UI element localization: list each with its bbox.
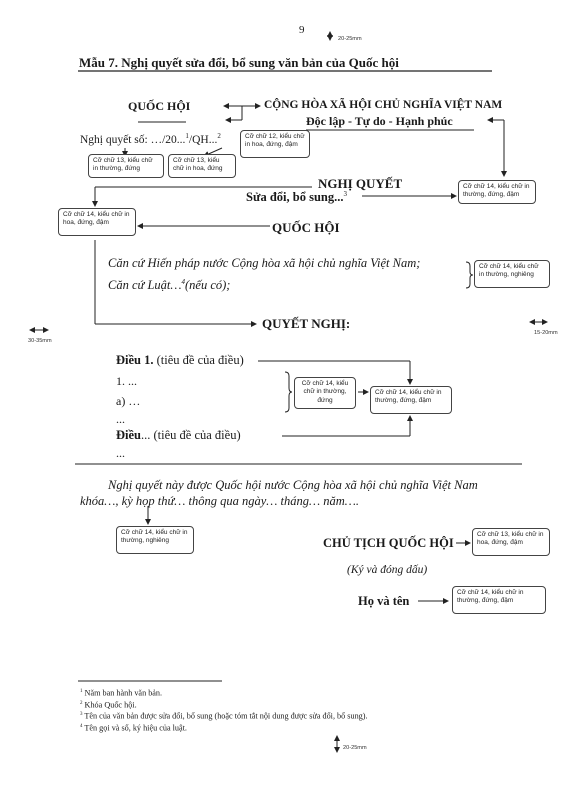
number-prefix: Nghị quyết số: …/20... xyxy=(80,133,186,146)
annotation-number-font: Cỡ chữ 13, kiểu chữ in thường, đứng xyxy=(88,154,164,178)
footnote-item: $^4$ Tên gọi và số, ký hiệu của luật. xyxy=(80,723,187,733)
footnote-item: $^3$ Tên của văn bản được sửa đổi, bổ sung (hoặc tóm tắt nội dung được sửa đổi, bổ sung). xyxy=(80,712,368,722)
doc-subtitle-text: Sửa đổi, bổ sung... xyxy=(246,190,344,205)
national-name: CỘNG HÒA XÃ HỘI CHỦ NGHĨA VIỆT NAM xyxy=(264,99,503,111)
doc-type-name: NGHỊ QUYẾT xyxy=(318,176,403,191)
article-2-title: ... (tiêu đề của điều) xyxy=(141,428,241,442)
article-dots-2: ... xyxy=(116,446,125,460)
annotation-signer-name-font: Cỡ chữ 14, kiểu chữ in thường, đứng, đậm xyxy=(452,586,546,614)
margin-left-label: 30-35mm xyxy=(28,338,52,344)
margin-top-label: 20-25mm xyxy=(338,36,362,42)
basis-line-1: Căn cứ Hiến pháp nước Cộng hòa xã hội chủ nghĩa Việt Nam; xyxy=(108,256,421,270)
annotation-symbol-font: Cỡ chữ 13, kiểu chữ in hoa, đứng xyxy=(168,154,236,178)
annotation-article-title-font: Cỡ chữ 14, kiểu chữ in thường, đứng, đậm xyxy=(370,386,452,414)
annotation-article-items-font: Cỡ chữ 14, kiểu chữ in thường, đứng xyxy=(294,377,356,409)
article-1 xyxy=(116,353,244,368)
annotation-basis-font: Cỡ chữ 14, kiểu chữ in thường, nghiêng xyxy=(474,260,550,288)
footnote-item: $^2$ Khóa Quốc hội. xyxy=(80,700,137,710)
footnote-item: $^1$ Năm ban hành văn bản. xyxy=(80,688,163,698)
signer-name: Họ và tên xyxy=(358,594,410,608)
basis-line-2-prefix: Căn cứ Luật… xyxy=(108,278,182,293)
page-number: 9 xyxy=(299,24,305,36)
footnote-ref-2: 2 xyxy=(217,132,221,140)
annotation-closing-font: Cỡ chữ 14, kiểu chữ in thường, nghiêng xyxy=(116,526,194,554)
article-1-label: Điều 1. xyxy=(116,353,154,367)
number-mid: /QH... xyxy=(188,133,218,146)
page-title: Mẫu 7. Nghị quyết sửa đổi, bổ sung văn bản của Quốc hội xyxy=(79,55,399,70)
signer-title: CHỦ TỊCH QUỐC HỘI xyxy=(323,536,454,550)
agency-name: QUỐC HỘI xyxy=(128,99,191,113)
resolve-heading: QUYẾT NGHỊ: xyxy=(262,316,351,331)
article-2 xyxy=(116,428,241,443)
annotation-doc-type-font: Cỡ chữ 14, kiểu chữ in hoa, đứng, đậm xyxy=(58,208,136,236)
footnote-ref-3: 3 xyxy=(343,190,347,198)
motto: Độc lập - Tự do - Hạnh phúc xyxy=(306,114,453,128)
article-item-1: 1. ... xyxy=(116,374,137,388)
article-2-label: Điều xyxy=(116,428,141,442)
article-dots-1: ... xyxy=(116,412,125,426)
closing-line-2: khóa…, kỳ họp thứ… thông qua ngày… tháng… năm…. xyxy=(80,494,360,508)
doc-subtitle xyxy=(246,190,347,205)
article-item-a: a) … xyxy=(116,394,141,408)
annotation-motto-font: Cỡ chữ 14, kiểu chữ in thường, đứng, đậm xyxy=(458,180,536,204)
issuer-name: QUỐC HỘI xyxy=(272,220,340,235)
article-1-title: (tiêu đề của điều) xyxy=(153,353,244,367)
closing-line-1: Nghị quyết này được Quốc hội nước Cộng hòa xã hội chủ nghĩa Việt Nam xyxy=(108,478,478,492)
basis-line-2-suffix: (nếu có); xyxy=(185,278,231,293)
document-number xyxy=(80,132,221,146)
signature-note: (Ký và đóng dấu) xyxy=(347,564,428,576)
margin-right-label: 15-20mm xyxy=(534,330,558,336)
basis-line-2 xyxy=(108,278,230,293)
footnote-list xyxy=(80,687,368,734)
margin-bottom-label: 20-25mm xyxy=(343,745,367,751)
footnote-ref-1: 1 xyxy=(185,132,189,140)
footnote-ref-4: 4 xyxy=(181,278,185,286)
annotation-signer-title-font: Cỡ chữ 13, kiểu chữ in hoa, đứng, đậm xyxy=(472,528,550,556)
annotation-national-name-font: Cỡ chữ 12, kiểu chữ in hoa, đứng, đậm xyxy=(240,130,310,158)
